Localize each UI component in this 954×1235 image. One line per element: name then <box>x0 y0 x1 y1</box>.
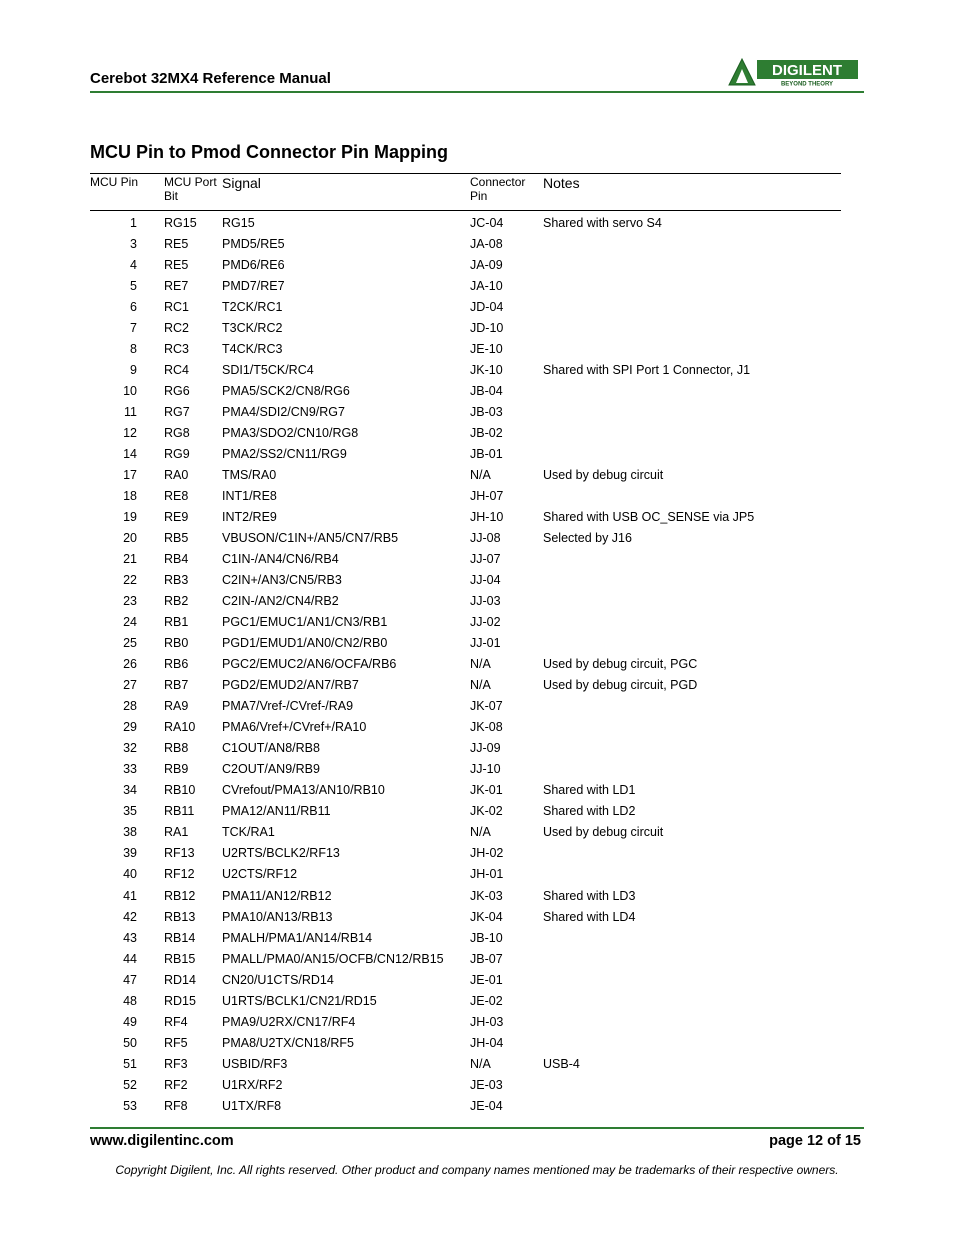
cell-connector-pin: JK-02 <box>470 804 503 819</box>
cell-signal: U1TX/RF8 <box>222 1098 282 1113</box>
cell-port-bit: RE5 <box>164 258 189 273</box>
cell-port-bit: RB1 <box>164 615 189 630</box>
table-row <box>0 1096 954 1117</box>
table-row <box>0 675 954 696</box>
cell-connector-pin: JC-04 <box>470 216 504 230</box>
cell-connector-pin: N/A <box>470 825 491 840</box>
table-row <box>0 907 954 928</box>
cell-mcu-pin: 18 <box>123 489 137 504</box>
cell-port-bit: RE7 <box>164 279 189 294</box>
cell-mcu-pin: 53 <box>123 1098 137 1113</box>
table-row <box>0 717 954 738</box>
cell-signal: PMD6/RE6 <box>222 258 285 273</box>
cell-signal: VBUSON/C1IN+/AN5/CN7/RB5 <box>222 531 399 546</box>
cell-signal: C1IN-/AN4/CN6/RB4 <box>222 552 339 567</box>
cell-connector-pin: JE-10 <box>470 342 503 357</box>
table-row <box>0 759 954 780</box>
cell-port-bit: RG7 <box>164 405 190 420</box>
cell-mcu-pin: 34 <box>123 783 137 798</box>
cell-mcu-pin: 6 <box>130 300 137 315</box>
cell-signal: PMALL/PMA0/AN15/OCFB/CN12/RB15 <box>222 951 444 966</box>
table-row <box>0 423 954 444</box>
cell-signal: CN20/U1CTS/RD14 <box>222 972 334 987</box>
table-row <box>0 360 954 381</box>
cell-port-bit: RA1 <box>164 825 189 840</box>
footer-divider <box>90 1127 864 1129</box>
cell-mcu-pin: 41 <box>123 888 137 903</box>
table-row <box>0 486 954 507</box>
table-row <box>0 886 954 907</box>
table-row <box>0 633 954 654</box>
cell-connector-pin: JH-10 <box>470 510 504 525</box>
table-row <box>0 339 954 360</box>
cell-connector-pin: N/A <box>470 1056 491 1071</box>
cell-notes: Used by debug circuit, PGD <box>543 678 698 693</box>
page-number: page 12 of 15 <box>769 1133 861 1149</box>
cell-connector-pin: JA-09 <box>470 258 503 273</box>
cell-connector-pin: JJ-03 <box>470 594 501 609</box>
cell-mcu-pin: 9 <box>130 363 137 378</box>
cell-port-bit: RB5 <box>164 531 189 546</box>
table-row <box>0 949 954 970</box>
cell-connector-pin: JH-02 <box>470 846 504 861</box>
table-row <box>0 801 954 822</box>
cell-signal: PMA7/Vref-/CVref-/RA9 <box>222 699 354 714</box>
cell-mcu-pin: 32 <box>123 741 137 756</box>
header-title: Cerebot 32MX4 Reference Manual <box>90 70 331 87</box>
cell-mcu-pin: 23 <box>123 594 137 609</box>
cell-port-bit: RE8 <box>164 489 189 504</box>
cell-port-bit: RD15 <box>164 993 196 1008</box>
digilent-logo <box>727 57 860 87</box>
cell-mcu-pin: 20 <box>123 531 137 546</box>
cell-port-bit: RB4 <box>164 552 189 567</box>
cell-connector-pin: JB-01 <box>470 447 503 462</box>
cell-port-bit: RB9 <box>164 762 189 777</box>
cell-mcu-pin: 28 <box>123 699 137 714</box>
cell-mcu-pin: 27 <box>123 678 137 693</box>
cell-connector-pin: JB-04 <box>470 384 503 399</box>
cell-signal: C2OUT/AN9/RB9 <box>222 762 320 777</box>
cell-signal: USBID/RF3 <box>222 1056 288 1071</box>
cell-signal: PMALH/PMA1/AN14/RB14 <box>222 930 373 945</box>
table-row <box>0 612 954 633</box>
table-row <box>0 591 954 612</box>
cell-connector-pin: JH-01 <box>470 867 504 882</box>
cell-notes: Used by debug circuit <box>543 468 664 483</box>
cell-mcu-pin: 47 <box>123 972 137 987</box>
cell-signal: PMA6/Vref+/CVref+/RA10 <box>222 720 367 735</box>
cell-connector-pin: JE-03 <box>470 1077 503 1092</box>
cell-connector-pin: JJ-04 <box>470 573 501 588</box>
cell-notes: Shared with LD1 <box>543 783 636 798</box>
col-header-connector-line1: Connector <box>470 175 526 189</box>
cell-signal: PMA4/SDI2/CN9/RG7 <box>222 405 345 420</box>
cell-signal: U2RTS/BCLK2/RF13 <box>222 846 340 861</box>
cell-mcu-pin: 17 <box>123 468 137 483</box>
cell-notes: Shared with LD3 <box>543 888 636 903</box>
cell-signal: PGD1/EMUD1/AN0/CN2/RB0 <box>222 636 388 651</box>
cell-connector-pin: JJ-10 <box>470 762 501 777</box>
cell-mcu-pin: 29 <box>123 720 137 735</box>
cell-signal: PMA8/U2TX/CN18/RF5 <box>222 1035 354 1050</box>
cell-port-bit: RC2 <box>164 321 190 336</box>
cell-mcu-pin: 14 <box>123 447 137 462</box>
table-row <box>0 1075 954 1096</box>
cell-connector-pin: JH-07 <box>470 489 504 504</box>
cell-signal: PGC2/EMUC2/AN6/OCFA/RB6 <box>222 657 397 672</box>
cell-signal: T2CK/RC1 <box>222 300 283 315</box>
cell-signal: TCK/RA1 <box>222 825 275 840</box>
cell-signal: TMS/RA0 <box>222 468 277 483</box>
section-title: MCU Pin to Pmod Connector Pin Mapping <box>90 142 448 162</box>
cell-port-bit: RD14 <box>164 972 196 987</box>
cell-signal: U2CTS/RF12 <box>222 867 298 882</box>
table-row <box>0 822 954 843</box>
table-row <box>0 970 954 991</box>
cell-notes: Used by debug circuit <box>543 825 664 840</box>
table-row <box>0 864 954 885</box>
cell-port-bit: RG15 <box>164 216 197 230</box>
table-top-border <box>90 173 841 174</box>
col-header-mcu-pin: MCU Pin <box>90 175 139 189</box>
cell-connector-pin: JD-10 <box>470 321 504 336</box>
cell-signal: CVrefout/PMA13/AN10/RB10 <box>222 783 385 798</box>
cell-notes: USB-4 <box>543 1056 580 1071</box>
cell-notes: Shared with servo S4 <box>543 216 662 230</box>
cell-signal: PGC1/EMUC1/AN1/CN3/RB1 <box>222 615 388 630</box>
cell-notes: Shared with USB OC_SENSE via JP5 <box>543 510 755 525</box>
cell-connector-pin: JD-04 <box>470 300 504 315</box>
cell-mcu-pin: 25 <box>123 636 137 651</box>
cell-mcu-pin: 38 <box>123 825 137 840</box>
col-header-port-bit-line1: MCU Port <box>164 175 217 189</box>
cell-connector-pin: N/A <box>470 657 491 672</box>
cell-port-bit: RF13 <box>164 846 195 861</box>
cell-port-bit: RF5 <box>164 1035 188 1050</box>
footer-url: www.digilentinc.com <box>90 1133 234 1149</box>
cell-signal: PMA9/U2RX/CN17/RF4 <box>222 1014 356 1029</box>
cell-mcu-pin: 39 <box>123 846 137 861</box>
cell-signal: C2IN+/AN3/CN5/RB3 <box>222 573 342 588</box>
cell-port-bit: RC4 <box>164 363 190 378</box>
cell-connector-pin: JA-08 <box>470 237 503 252</box>
table-row <box>0 928 954 949</box>
cell-connector-pin: JJ-02 <box>470 615 501 630</box>
cell-port-bit: RB13 <box>164 909 196 924</box>
cell-port-bit: RC1 <box>164 300 190 315</box>
table-row <box>0 318 954 339</box>
cell-port-bit: RB12 <box>164 888 196 903</box>
cell-mcu-pin: 19 <box>123 510 137 525</box>
cell-connector-pin: JJ-07 <box>470 552 501 567</box>
cell-connector-pin: JE-01 <box>470 972 503 987</box>
cell-connector-pin: JK-04 <box>470 909 503 924</box>
cell-signal: PMD5/RE5 <box>222 237 285 252</box>
cell-signal: PGD2/EMUD2/AN7/RB7 <box>222 678 359 693</box>
cell-mcu-pin: 24 <box>123 615 137 630</box>
cell-signal: PMA2/SS2/CN11/RG9 <box>222 447 347 462</box>
cell-mcu-pin: 8 <box>130 342 137 357</box>
cell-connector-pin: JK-08 <box>470 720 503 735</box>
cell-port-bit: RA10 <box>164 720 196 735</box>
cell-port-bit: RG6 <box>164 384 190 399</box>
cell-connector-pin: JE-04 <box>470 1098 503 1113</box>
logo-text: DIGILENT <box>772 62 842 79</box>
cell-notes: Shared with SPI Port 1 Connector, J1 <box>543 363 751 378</box>
cell-port-bit: RB7 <box>164 678 189 693</box>
cell-mcu-pin: 21 <box>123 552 137 567</box>
cell-port-bit: RB0 <box>164 636 189 651</box>
cell-mcu-pin: 5 <box>130 279 137 294</box>
cell-signal: PMD7/RE7 <box>222 279 285 294</box>
cell-signal: U1RX/RF2 <box>222 1077 283 1092</box>
col-header-connector-line2: Pin <box>470 189 488 203</box>
cell-signal: C1OUT/AN8/RB8 <box>222 741 320 756</box>
cell-port-bit: RF8 <box>164 1098 188 1113</box>
table-row <box>0 381 954 402</box>
cell-notes: Shared with LD2 <box>543 804 636 819</box>
table-row <box>0 297 954 318</box>
cell-mcu-pin: 51 <box>123 1056 137 1071</box>
logo-tagline: BEYOND THEORY <box>780 81 834 87</box>
cell-notes: Selected by J16 <box>543 531 632 546</box>
cell-port-bit: RF2 <box>164 1077 188 1092</box>
table-row <box>0 738 954 759</box>
table-row <box>0 843 954 864</box>
cell-notes: Used by debug circuit, PGC <box>543 657 698 672</box>
cell-mcu-pin: 50 <box>123 1035 137 1050</box>
col-header-connector-pin <box>470 175 525 203</box>
cell-connector-pin: JB-10 <box>470 930 503 945</box>
cell-signal: INT1/RE8 <box>222 489 277 504</box>
cell-port-bit: RB6 <box>164 657 189 672</box>
cell-mcu-pin: 33 <box>123 762 137 777</box>
table-row <box>0 528 954 549</box>
cell-signal: PMA12/AN11/RB11 <box>222 804 331 819</box>
table-row <box>0 465 954 486</box>
header-divider <box>90 91 864 93</box>
table-row <box>0 1054 954 1075</box>
table-row <box>0 549 954 570</box>
cell-port-bit: RB2 <box>164 594 189 609</box>
cell-mcu-pin: 43 <box>123 930 137 945</box>
cell-signal: PMA5/SCK2/CN8/RG6 <box>222 384 350 399</box>
cell-connector-pin: JB-03 <box>470 405 503 420</box>
cell-connector-pin: JJ-09 <box>470 741 501 756</box>
cell-signal: INT2/RE9 <box>222 510 277 525</box>
cell-mcu-pin: 11 <box>124 405 137 420</box>
cell-connector-pin: JK-01 <box>470 783 503 798</box>
copyright-notice: Copyright Digilent, Inc. All rights reserved. Other product and company names mentioned may be trademarks of their respective owners. <box>115 1163 839 1177</box>
cell-port-bit: RA0 <box>164 468 189 483</box>
col-header-port-bit <box>164 175 217 203</box>
cell-mcu-pin: 1 <box>130 216 137 230</box>
cell-port-bit: RB15 <box>164 951 196 966</box>
cell-signal: PMA3/SDO2/CN10/RG8 <box>222 426 359 441</box>
cell-signal: SDI1/T5CK/RC4 <box>222 363 314 378</box>
cell-mcu-pin: 3 <box>130 237 137 252</box>
cell-port-bit: RB8 <box>164 741 189 756</box>
table-row <box>0 780 954 801</box>
table-header-border <box>90 210 841 211</box>
cell-connector-pin: JK-10 <box>470 363 503 378</box>
cell-notes: Shared with LD4 <box>543 909 636 924</box>
cell-connector-pin: N/A <box>470 678 491 693</box>
cell-mcu-pin: 44 <box>123 951 137 966</box>
table-row <box>0 444 954 465</box>
cell-port-bit: RB11 <box>164 804 195 819</box>
cell-mcu-pin: 49 <box>123 1014 137 1029</box>
cell-connector-pin: JB-07 <box>470 951 503 966</box>
cell-port-bit: RC3 <box>164 342 190 357</box>
cell-port-bit: RB10 <box>164 783 196 798</box>
cell-mcu-pin: 10 <box>123 384 137 399</box>
cell-port-bit: RA9 <box>164 699 189 714</box>
cell-connector-pin: JJ-01 <box>470 636 501 651</box>
cell-connector-pin: JH-03 <box>470 1014 504 1029</box>
table-row <box>0 234 954 255</box>
cell-signal: U1RTS/BCLK1/CN21/RD15 <box>222 993 377 1008</box>
cell-port-bit: RF12 <box>164 867 195 882</box>
cell-signal: PMA11/AN12/RB12 <box>222 888 332 903</box>
cell-mcu-pin: 48 <box>123 993 137 1008</box>
cell-port-bit: RE9 <box>164 510 189 525</box>
cell-signal: PMA10/AN13/RB13 <box>222 909 333 924</box>
table-row <box>0 654 954 675</box>
table-row <box>0 991 954 1012</box>
cell-signal: T3CK/RC2 <box>222 321 283 336</box>
cell-mcu-pin: 7 <box>130 321 137 336</box>
cell-signal: C2IN-/AN2/CN4/RB2 <box>222 594 339 609</box>
cell-port-bit: RF4 <box>164 1014 188 1029</box>
cell-mcu-pin: 22 <box>123 573 137 588</box>
cell-port-bit: RF3 <box>164 1056 188 1071</box>
cell-port-bit: RG8 <box>164 426 190 441</box>
table-row <box>0 1033 954 1054</box>
table-row <box>0 1012 954 1033</box>
col-header-notes: Notes <box>543 175 580 191</box>
col-header-signal: Signal <box>222 175 261 191</box>
table-row <box>0 255 954 276</box>
table-row <box>0 570 954 591</box>
cell-port-bit: RB14 <box>164 930 196 945</box>
cell-connector-pin: JK-07 <box>470 699 503 714</box>
cell-port-bit: RG9 <box>164 447 190 462</box>
table-row <box>0 213 954 234</box>
cell-mcu-pin: 35 <box>123 804 137 819</box>
pin-mapping-table-body <box>0 213 954 1117</box>
cell-port-bit: RB3 <box>164 573 189 588</box>
cell-connector-pin: JE-02 <box>470 993 503 1008</box>
cell-mcu-pin: 40 <box>123 867 137 882</box>
cell-connector-pin: JK-03 <box>470 888 503 903</box>
cell-connector-pin: JH-04 <box>470 1035 504 1050</box>
cell-port-bit: RE5 <box>164 237 189 252</box>
cell-mcu-pin: 4 <box>130 258 137 273</box>
cell-connector-pin: N/A <box>470 468 491 483</box>
cell-mcu-pin: 12 <box>123 426 137 441</box>
cell-connector-pin: JJ-08 <box>470 531 501 546</box>
table-row <box>0 507 954 528</box>
cell-connector-pin: JA-10 <box>470 279 503 294</box>
cell-signal: RG15 <box>222 216 255 230</box>
cell-mcu-pin: 26 <box>123 657 137 672</box>
cell-mcu-pin: 52 <box>123 1077 137 1092</box>
table-row <box>0 276 954 297</box>
table-row <box>0 696 954 717</box>
cell-mcu-pin: 42 <box>123 909 137 924</box>
col-header-port-bit-line2: Bit <box>164 189 179 203</box>
table-row <box>0 402 954 423</box>
cell-signal: T4CK/RC3 <box>222 342 283 357</box>
cell-connector-pin: JB-02 <box>470 426 503 441</box>
